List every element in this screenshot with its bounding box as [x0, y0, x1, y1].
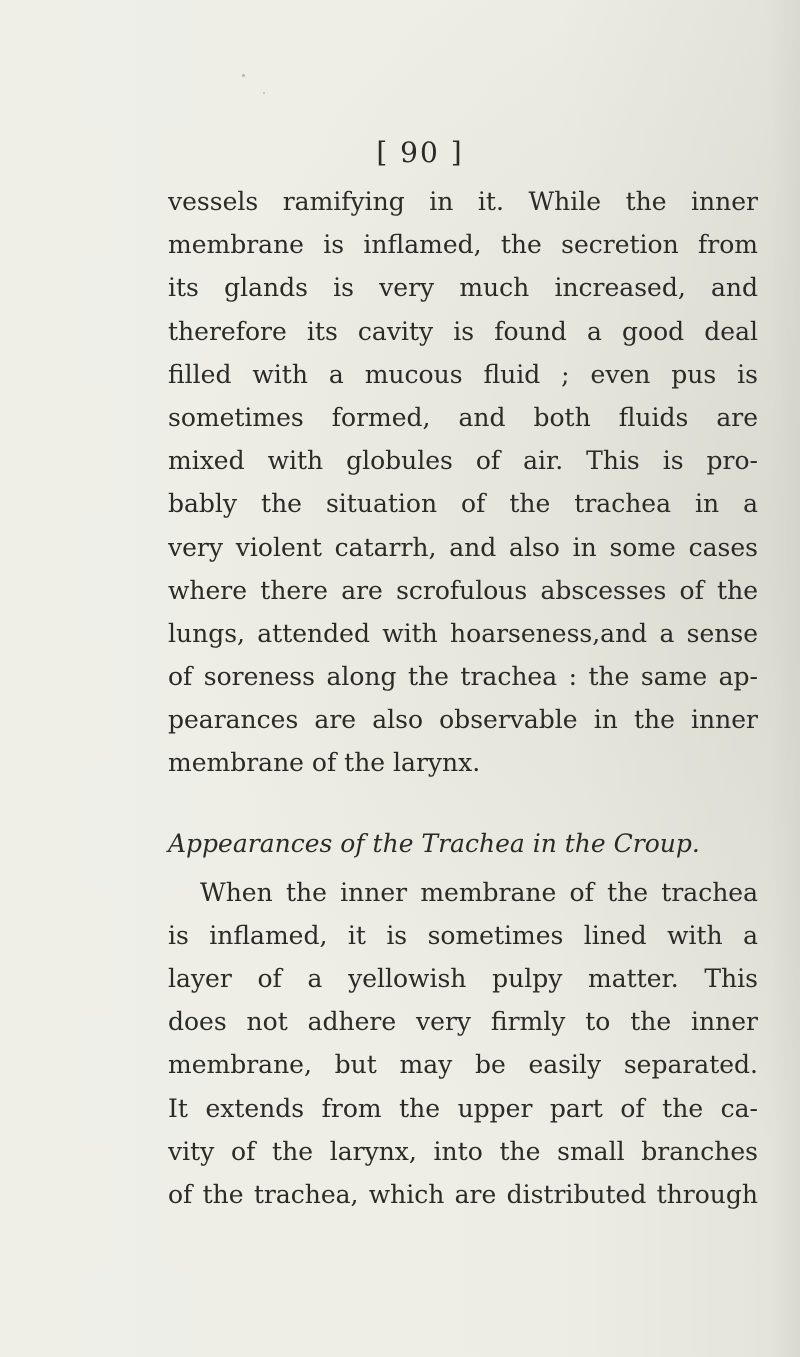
text-line: bably the situation of the trachea in a	[168, 489, 758, 519]
paragraph-2	[168, 871, 758, 1217]
body-text	[168, 180, 758, 1216]
text-line: When the inner membrane of the trachea	[200, 877, 758, 907]
paragraph-1	[168, 180, 758, 785]
section-heading: Appearances of the Trachea in the Croup.	[168, 828, 700, 858]
text-line: vity of the larynx, into the small branches	[168, 1136, 758, 1166]
text-line: layer of a yellowish pulpy matter. This	[168, 964, 758, 993]
text-line: sometimes formed, and both fluids are	[168, 402, 758, 432]
text-line: its glands is very much increased, and	[168, 273, 758, 303]
text-line: of the trachea, which are distributed through	[168, 1179, 758, 1209]
text-line: vessels ramifying in it. While the inner	[168, 187, 758, 216]
text-line: pearances are also observable in the inner	[168, 705, 758, 735]
paper-speck	[263, 92, 265, 94]
text-line: of soreness along the trachea : the same ap-	[168, 662, 758, 692]
text-line: filled with a mucous fluid ; even pus is	[168, 359, 758, 389]
text-line: is inflamed, it is sometimes lined with a	[168, 920, 758, 950]
text-line: therefore its cavity is found a good deal	[168, 316, 758, 346]
text-line: membrane, but may be easily separated.	[168, 1050, 758, 1080]
text-line: where there are scrofulous abscesses of the	[168, 575, 758, 605]
text-line: lungs, attended with hoarseness,and a sense	[168, 618, 758, 648]
text-line: It extends from the upper part of the ca-	[168, 1093, 758, 1123]
paper-speck	[242, 74, 245, 77]
text-line: membrane of the larynx.	[168, 748, 481, 778]
text-line: does not adhere very firmly to the inner	[168, 1007, 758, 1037]
text-line: membrane is inflamed, the secretion from	[168, 230, 758, 260]
text-line: mixed with globules of air. This is pro-	[168, 446, 758, 476]
text-line: very violent catarrh, and also in some cases	[168, 532, 758, 562]
page-number: [ 90 ]	[376, 136, 464, 169]
